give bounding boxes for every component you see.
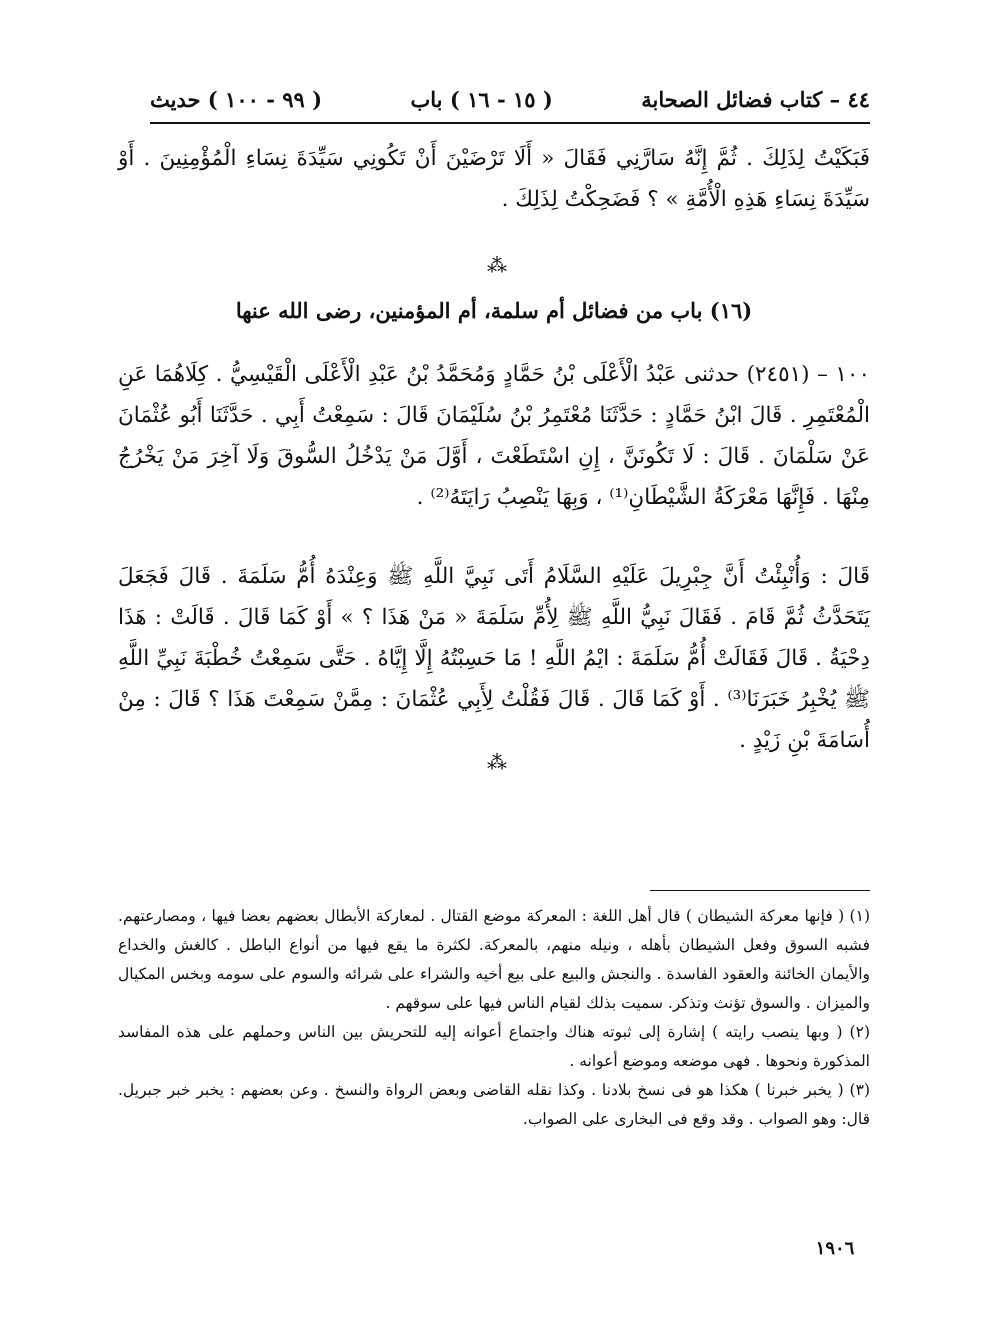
footnotes (118, 902, 870, 1134)
running-header (150, 82, 870, 116)
footnote-2: (٢) ( وبها ينصب رايته ) إشارة إلى ثبوته هناك واجتماع أعوانه إليه للتحريش بين الناس وحملهم على هذه المفاسد المذكورة ونحوها . فهى موضعه وموضع أعوانه . (118, 1023, 870, 1070)
previous-hadith-continuation: فَبَكَيْتُ لِذَلِكَ . ثُمَّ إِنَّهُ سَارَّنِي فَقَالَ « أَلَا تَرْضَيْنَ أَنْ تَكُونِي سَيِّدَةَ نِسَاءِ الْمُؤْمِنِينَ . أَوْ سَيِّدَةَ نِسَاءِ هَذِهِ الْأُمَّةِ » ؟ فَضَحِكْتُ لِذَلِكَ . (118, 146, 870, 212)
footnote-1: (١) ( فإنها معركة الشيطان ) قال أهل اللغة : المعركة موضع القتال . لمعاركة الأبطال بعضهم بعضا فيها ، ومصارعتهم. فشبه السوق وفعل الشيطان بأهله ، ونيله منهم، بالمعركة. لكثرة ما يقع فيها من أنواع الباطل . كالغش والخداع والأيمان الخائنة والعقود الفاسدة . والنجش والبيع على بيع أخيه والشراء على شرائه والسوم على سومه وبخس المكيال والميزان . والسوق تؤنث وتذكر. سميت بذلك لقيام الناس فيها على سوقهم . (118, 907, 870, 1012)
footnote-3: (٣) ( يخبر خبرنا ) هكذا هو فى نسخ بلادنا . وكذا نقله القاضى وبعض الرواة والنسخ . وعن بعضهم : يخبر خبر جبريل. قال: وهو الصواب . وقد وقع فى البخارى على الصواب. (118, 1081, 870, 1128)
page-number: ١٩٠٦ (815, 1238, 855, 1259)
section-separator-bottom: ⁂ (487, 750, 507, 774)
header-bab-range: ( ١٥ - ١٦ ) باب (410, 86, 553, 112)
hadith-paragraph-2: قَالَ : وَأُنْبِئْتُ أَنَّ جِبْرِيلَ عَلَيْهِ السَّلَامُ أَتَى نَبِيَّ اللَّهِ ﷺ وَعِنْدَهُ أُمُّ سَلَمَةَ . قَالَ فَجَعَلَ يَتَحَدَّثُ ثُمَّ قَامَ . فَقَالَ نَبِيُّ اللَّهِ ﷺ لِأُمِّ سَلَمَةَ « مَنْ هَذَا ؟ » أَوْ كَمَا قَالَ . قَالَتْ : هَذَا دِحْيَةُ . قَالَ فَقَالَتْ أُمُّ سَلَمَةَ : ايْمُ اللَّهِ ! مَا حَسِبْتُهُ إِلَّا إِيَّاهُ . حَتَّى سَمِعْتُ خُطْبَةَ نَبِيِّ اللَّهِ ﷺ يُخْبِرُ خَبَرَنَا⁽³⁾ . أَوْ كَمَا قَالَ . قَالَ فَقُلْتُ لِأَبِي عُثْمَانَ : مِمَّنْ سَمِعْتَ هَذَا ؟ قَالَ : مِنْ أُسَامَةَ بْنِ زَيْدٍ . (118, 564, 870, 753)
header-book-title: ٤٤ – كتاب فضائل الصحابة (641, 86, 870, 112)
section-separator-top: ⁂ (487, 253, 507, 277)
hadith-paragraph-1: ١٠٠ – (٢٤٥١) حدثنى عَبْدُ الْأَعْلَى بْنُ حَمَّادٍ وَمُحَمَّدُ بْنُ عَبْدِ الْأَعْلَى الْقَيْسِيُّ . كِلَاهُمَا عَنِ الْمُعْتَمِرِ . قَالَ ابْنُ حَمَّادٍ : حَدَّثَنَا مُعْتَمِرُ بْنُ سُلَيْمَانَ قَالَ : سَمِعْتُ أَبِي . حَدَّثَنَا أَبُو عُثْمَانَ عَنْ سَلْمَانَ . قَالَ : لَا تَكُونَنَّ ، إِنِ اسْتَطَعْتَ ، أَوَّلَ مَنْ يَدْخُلُ السُّوقَ وَلَا آخِرَ مَنْ يَخْرُجُ مِنْهَا . فَإِنَّهَا مَعْرَكَةُ الشَّيْطَانِ⁽¹⁾ ، وَبِهَا يَنْصِبُ رَايَتَهُ⁽²⁾ . (118, 362, 871, 510)
chapter-title: (١٦) باب من فضائل أم سلمة، أم المؤمنين، رضى الله عنها (235, 298, 753, 323)
footnote-rule (650, 890, 870, 891)
header-hadith-range: ( ٩٩ - ١٠٠ ) حديث (150, 86, 323, 112)
header-rule (150, 122, 870, 124)
